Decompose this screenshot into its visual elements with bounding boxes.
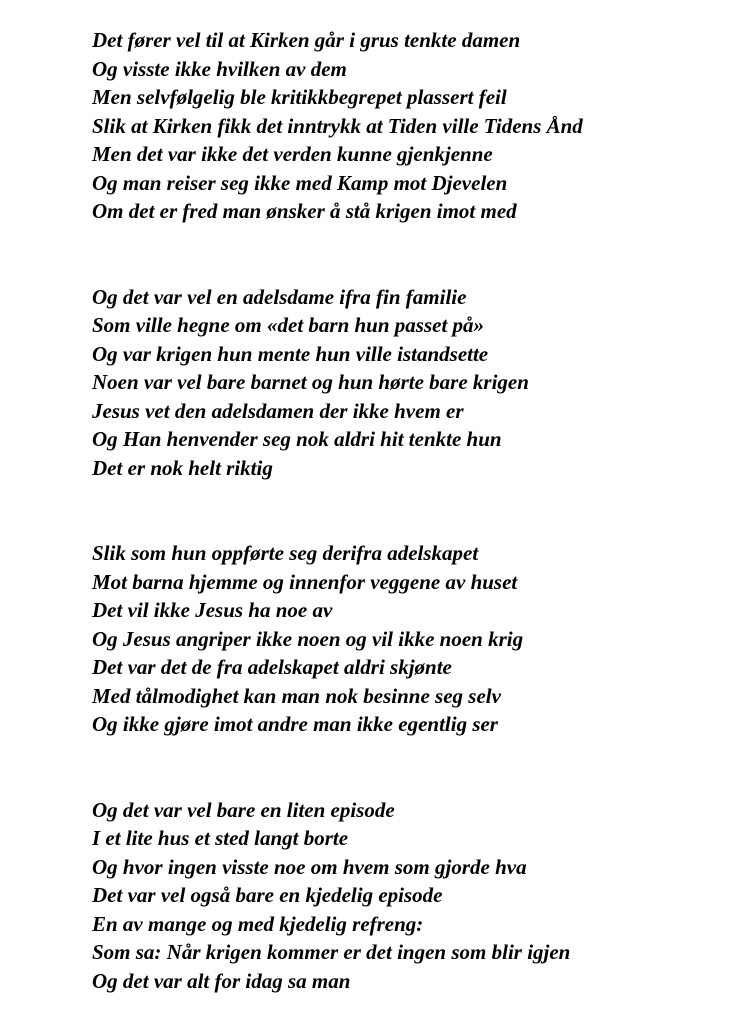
poem-line: Og ikke gjøre imot andre man ikke egentlig ser	[92, 712, 498, 736]
poem-line: Og visste ikke hvilken av dem	[92, 56, 347, 81]
poem-line: Det vil ikke Jesus ha noe av	[92, 598, 333, 622]
poem-line: Men selvfølgelig ble kritikkbegrepet plassert feil	[92, 85, 507, 109]
poem-line: Og det var alt for idag sa man	[92, 968, 351, 993]
poem-line: Noen var vel bare barnet og hun hørte bare krigen	[92, 370, 529, 394]
poem-line: Jesus vet den adelsdamen der ikke hvem er	[92, 398, 464, 423]
poem-line: I et lite hus et sted langt borte	[92, 826, 349, 850]
poem-line: Mot barna hjemme og innenfor veggene av huset	[92, 569, 518, 594]
poem-line: Men det var ikke det verden kunne gjenkjenne	[92, 142, 493, 166]
stanza-2	[92, 283, 712, 483]
poem-line: Om det er fred man ønsker å stå krigen imot med	[92, 199, 517, 223]
stanza-4	[92, 796, 712, 996]
stanza-1	[92, 26, 712, 226]
poem-line: Som sa: Når krigen kommer er det ingen som blir igjen	[92, 940, 571, 964]
poem-line: Slik at Kirken fikk det inntrykk at Tiden ville Tidens Ånd	[92, 113, 583, 138]
poem-line: En av mange og med kjedelig refreng:	[92, 911, 424, 936]
poem-line: Og var krigen hun mente hun ville istandsette	[92, 341, 489, 366]
poem-line: Det var vel også bare en kjedelig episode	[92, 883, 443, 907]
poem-line: Og Han henvender seg nok aldri hit tenkte hun	[92, 427, 502, 451]
poem-line: Slik som hun oppførte seg derifra adelskapet	[92, 541, 479, 565]
poem-line: Det er nok helt riktig	[92, 455, 273, 480]
stanza-3	[92, 539, 712, 739]
poem-line: Og det var vel bare en liten episode	[92, 797, 395, 822]
poem-line: Det var det de fra adelskapet aldri skjønte	[92, 655, 452, 679]
poem-page	[92, 26, 712, 995]
poem-line: Og det var vel en adelsdame ifra fin familie	[92, 284, 467, 309]
poem-line: Det fører vel til at Kirken går i grus tenkte damen	[92, 28, 521, 52]
poem-line: Og Jesus angriper ikke noen og vil ikke noen krig	[92, 626, 524, 651]
poem-line: Og man reiser seg ikke med Kamp mot Djevelen	[92, 170, 508, 195]
poem-line: Med tålmodighet kan man nok besinne seg selv	[92, 683, 501, 708]
poem-line: Og hvor ingen visste noe om hvem som gjorde hva	[92, 854, 527, 879]
poem-line: Som ville hegne om «det barn hun passet på»	[92, 313, 485, 337]
